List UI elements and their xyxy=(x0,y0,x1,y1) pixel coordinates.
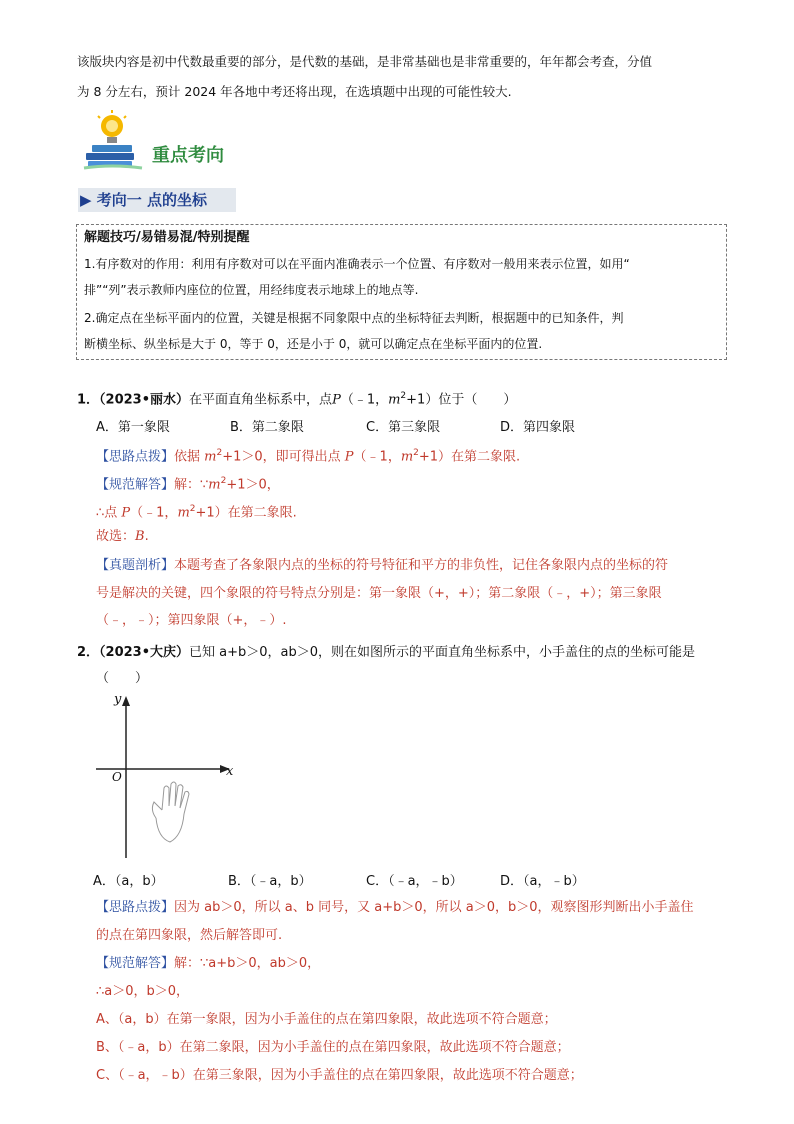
q2-sol-l1: 解：∵a+b＞0，ab＞0， xyxy=(174,956,321,971)
q1-option-b[interactable]: B．第二象限 xyxy=(230,420,304,435)
q2-option-c[interactable]: C．（﹣a，﹣b） xyxy=(366,874,463,889)
tips-title: 解题技巧/易错易混/特别提醒 xyxy=(84,230,250,245)
q1-hint-c: （﹣1， xyxy=(353,449,401,465)
tips-p1-line2: 排”“列”表示教师内座位的位置，用经纬度表示地球上的地点等. xyxy=(84,283,419,297)
q1-choice-label: 故选： xyxy=(96,529,136,544)
tips-p2-line1: 2.确定点在坐标平面内的位置，关键是根据不同象限中点的坐标特征去判断，根据题中的已知条件，判 xyxy=(84,311,624,325)
q1-point: P xyxy=(332,392,341,408)
q1-hint-exp2: 2 xyxy=(413,448,419,458)
q1-hint xyxy=(96,443,520,467)
q1-sol-label: 【规范解答】 xyxy=(96,477,175,493)
q2-hint-line1 xyxy=(96,898,694,918)
q2-number: 2． xyxy=(77,645,100,660)
y-axis-label: y xyxy=(114,692,122,707)
coordinate-plane-figure xyxy=(90,690,240,860)
section-title: 重点考向 xyxy=(152,145,224,166)
q1-exp: 2 xyxy=(400,391,407,401)
q2-source: （2023•大庆） xyxy=(99,645,190,660)
q2-option-c-analysis: C、（﹣a，﹣b）在第三象限，因为小手盖住的点在第四象限，故此选项不符合题意； xyxy=(96,1068,583,1083)
q1-sol-m: m xyxy=(208,477,221,493)
q2-solution-line1 xyxy=(96,954,320,974)
q2-option-a-analysis: A、（a，b）在第一象限，因为小手盖住的点在第四象限，故此选项不符合题意； xyxy=(96,1012,557,1027)
q1-sol2-exp: 2 xyxy=(189,504,196,514)
q1-analysis-label: 【真题剖析】 xyxy=(96,558,175,573)
q1-analysis-l1: 本题考查了各象限内点的坐标的符号特征和平方的非负性，记住各象限内点的坐标的符 xyxy=(174,558,669,573)
subhead-label: 考向一 点的坐标 xyxy=(96,191,208,209)
q2-hint-line2: 的点在第四象限，然后解答即可. xyxy=(96,928,283,943)
q2-stem-line2: （ ） xyxy=(96,671,149,686)
q1-coords-a: （﹣1， xyxy=(340,392,389,408)
q2-hint-label: 【思路点拨】 xyxy=(96,900,175,915)
hand-icon xyxy=(152,782,189,842)
play-arrow-icon: ▶ xyxy=(80,191,92,209)
q1-hint-m2: m xyxy=(400,449,414,465)
intro-line-1: 该版块内容是初中代数最重要的部分，是代数的基础，是非常基础也是非常重要的，年年都会考查，分值 xyxy=(77,54,653,69)
q1-sol2-a: ∴点 xyxy=(96,505,122,521)
q1-choice-end: . xyxy=(144,529,149,544)
q1-sol2-b: （﹣1， xyxy=(130,505,178,521)
tips-p2-line2: 断横坐标、纵坐标是大于 0，等于 0，还是小于 0，就可以确定点在坐标平面内的位置. xyxy=(84,337,543,351)
q1-hint-a: 依据 xyxy=(174,449,205,465)
q1-stem xyxy=(77,386,516,410)
y-axis-arrow xyxy=(122,696,130,706)
q2-stem-text: 已知 a+b＞0，ab＞0，则在如图所示的平面直角坐标系中，小手盖住的点的坐标可能是 xyxy=(189,645,696,660)
q1-sol2-c: +1）在第二象限. xyxy=(195,505,297,521)
q1-solution-2 xyxy=(96,499,297,523)
q2-stem-line1 xyxy=(77,643,695,663)
q2-option-b[interactable]: B．（﹣a，b） xyxy=(228,874,312,889)
tips-p1-line1: 1.有序数对的作用：利用有序数对可以在平面内准确表示一个位置、有序数对一般用来表示位置，如用“ xyxy=(84,257,630,271)
q1-hint-label: 【思路点拨】 xyxy=(96,449,175,465)
q1-analysis-line3: （﹣，﹣）；第四象限（+，﹣）. xyxy=(96,613,287,628)
q1-sol-exp: 2 xyxy=(220,476,227,486)
q1-hint-d: +1）在第二象限. xyxy=(418,449,521,465)
q2-option-b-analysis: B、（﹣a，b）在第二象限，因为小手盖住的点在第四象限，故此选项不符合题意； xyxy=(96,1040,570,1055)
q2-option-d[interactable]: D．（a，﹣b） xyxy=(500,874,585,889)
q1-solution xyxy=(96,471,280,495)
q2-sol-label: 【规范解答】 xyxy=(96,956,175,971)
q1-sol2-m: m xyxy=(177,505,190,521)
q1-option-d[interactable]: D．第四象限 xyxy=(500,420,576,435)
q2-hint-l1: 因为 ab＞0，所以 a、b 同号，又 a+b＞0，所以 a＞0，b＞0，观察图形判断出小手盖住 xyxy=(174,900,694,915)
q1-hint-m: m xyxy=(204,449,217,465)
q1-hint-point: P xyxy=(344,449,354,465)
origin-label: O xyxy=(112,770,122,784)
q1-stem-text: 在平面直角坐标系中，点 xyxy=(189,392,333,408)
q2-option-a[interactable]: A．（a，b） xyxy=(93,874,164,889)
q1-option-c[interactable]: C．第三象限 xyxy=(366,420,441,435)
q1-coords-b: +1）位于（ ） xyxy=(406,392,517,408)
q1-analysis-line1 xyxy=(96,556,668,576)
q1-hint-b: +1＞0，即可得出点 xyxy=(222,449,345,465)
intro-line-2: 为 8 分左右，预计 2024 年各地中考还将出现，在选填题中出现的可能性较大. xyxy=(77,84,512,99)
q1-number: 1． xyxy=(77,392,100,408)
lightbulb-books-icon xyxy=(82,110,146,172)
q1-sol2-point: P xyxy=(121,505,131,521)
q1-sol-a: 解：∵ xyxy=(174,477,209,493)
q1-hint-exp: 2 xyxy=(216,448,223,458)
subhead-bar xyxy=(78,188,236,212)
q1-choice xyxy=(96,527,149,547)
q1-sol-b: +1＞0， xyxy=(226,477,280,493)
q2-solution-line2: ∴a＞0，b＞0， xyxy=(96,984,190,999)
q1-m: m xyxy=(388,392,401,408)
q1-analysis-line2: 号是解决的关键，四个象限的符号特点分别是：第一象限（+，+）；第二象限（﹣，+）；第三象限 xyxy=(96,586,662,601)
q1-source: （2023•丽水） xyxy=(99,392,190,408)
q1-option-a[interactable]: A．第一象限 xyxy=(96,420,170,435)
x-axis-label: x xyxy=(226,764,234,779)
q1-choice-value: B xyxy=(135,529,145,544)
